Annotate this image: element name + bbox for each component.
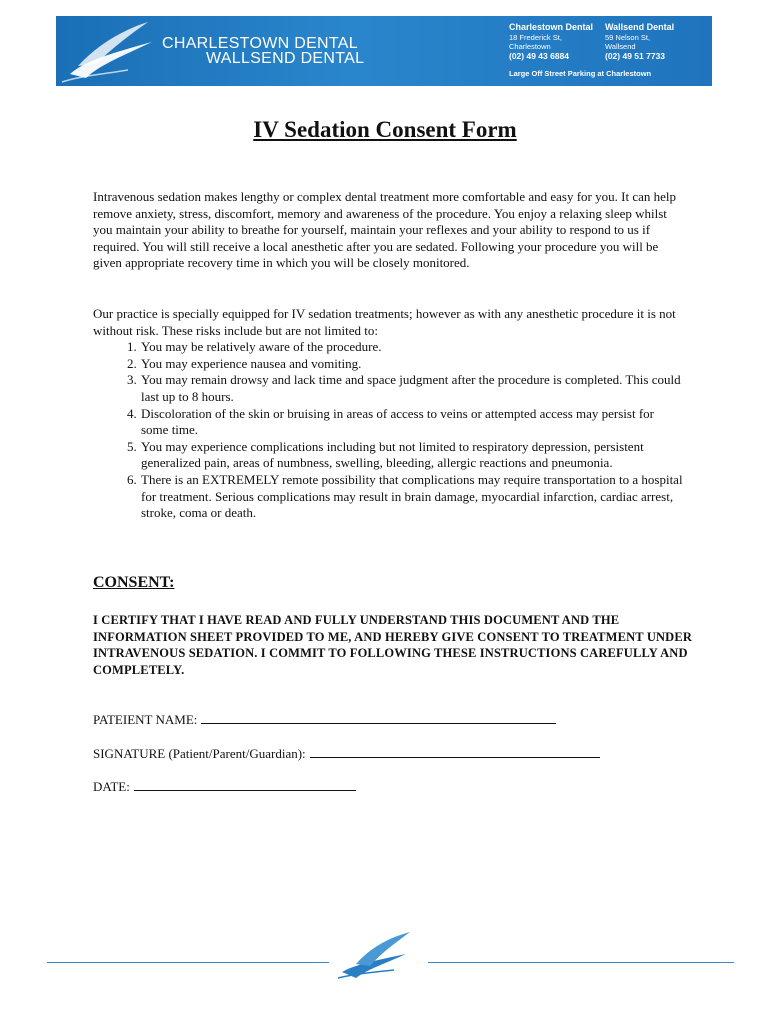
- footer-divider-left: [47, 962, 329, 963]
- risks-intro: Our practice is specially equipped for IV sedation treatments; however as with any anesthetic procedure it is not without risk. These risks include but are not limited to:: [93, 306, 676, 338]
- list-item: 3. You may remain drowsy and lack time and space judgment after the procedure is completed. This could last up to 8 hours.: [140, 372, 683, 405]
- location-suburb: Charlestown: [509, 42, 551, 51]
- page-title: IV Sedation Consent Form: [253, 117, 517, 142]
- brand-line-1: CHARLESTOWN DENTAL: [162, 35, 358, 52]
- location-charlestown: [509, 22, 593, 62]
- patient-name-field: [93, 711, 556, 728]
- list-item: 6. There is an EXTREMELY remote possibility that complications may require transportation to a hospital for treatment. Serious complications may result in brain damage, myocardial infarction, cardiac arrest, stroke, coma or death.: [140, 472, 683, 522]
- location-name: Charlestown Dental: [509, 22, 594, 32]
- signature-field: [93, 745, 600, 762]
- signature-line[interactable]: [310, 745, 600, 758]
- footer-divider-right: [428, 962, 734, 963]
- brand-line-2: WALLSEND DENTAL: [206, 50, 365, 67]
- location-street: 18 Frederick St,: [509, 33, 562, 42]
- footer-bird-logo-icon: [336, 930, 416, 982]
- certification-statement: I CERTIFY THAT I HAVE READ AND FULLY UNDERSTAND THIS DOCUMENT AND THE INFORMATION SHEET PROVIDED TO ME, AND HEREBY GIVE CONSENT TO TREATMENT UNDER INTRAVENOUS SEDATION. I COMMIT TO FOLLOWING THESE INSTRUCTIONS CAREFULLY AND COMPLETELY.: [93, 613, 693, 677]
- location-phone: (02) 49 43 6884: [509, 51, 570, 61]
- location-suburb: Wallsend: [605, 42, 636, 51]
- brand-name: [162, 36, 364, 66]
- header-banner: [56, 16, 712, 86]
- patient-name-line[interactable]: [201, 711, 556, 724]
- date-field: [93, 778, 356, 795]
- bird-logo-icon: [56, 16, 166, 86]
- list-item: 1. You may be relatively aware of the procedure.: [140, 339, 683, 356]
- location-wallsend: [605, 22, 674, 62]
- signature-label: SIGNATURE (Patient/Parent/Guardian):: [93, 746, 306, 761]
- patient-name-label: PATEIENT NAME:: [93, 712, 198, 727]
- list-item: 5. You may experience complications including but not limited to respiratory depression, persistent generalized pain, areas of numbness, swelling, bleeding, allergic reactions and pneumonia.: [140, 439, 683, 472]
- location-street: 59 Nelson St,: [605, 33, 651, 42]
- list-item: 4. Discoloration of the skin or bruising in areas of access to veins or attempted access may persist for some time.: [140, 406, 683, 439]
- consent-heading: CONSENT:: [93, 574, 175, 591]
- location-phone: (02) 49 51 7733: [605, 51, 666, 61]
- intro-paragraph: Intravenous sedation makes lengthy or complex dental treatment more comfortable and easy for you. It can help remove anxiety, stress, discomfort, memory and awareness of the procedure. You enjoy a relaxing sleep whilst you maintain your ability to breathe for yourself, maintain your reflexes and your ability to respond to us if required. You will still receive a local anesthetic after you are sedated. Following your procedure you will be given appropriate recovery time in which you will be closely monitored.: [93, 189, 676, 271]
- risks-list: [93, 339, 683, 522]
- risks-section: [93, 306, 683, 522]
- location-name: Wallsend Dental: [605, 22, 675, 32]
- parking-note: Large Off Street Parking at Charlestown: [509, 69, 652, 78]
- date-line[interactable]: [134, 778, 356, 791]
- list-item: 2. You may experience nausea and vomiting.: [140, 356, 683, 373]
- date-label: DATE:: [93, 779, 130, 794]
